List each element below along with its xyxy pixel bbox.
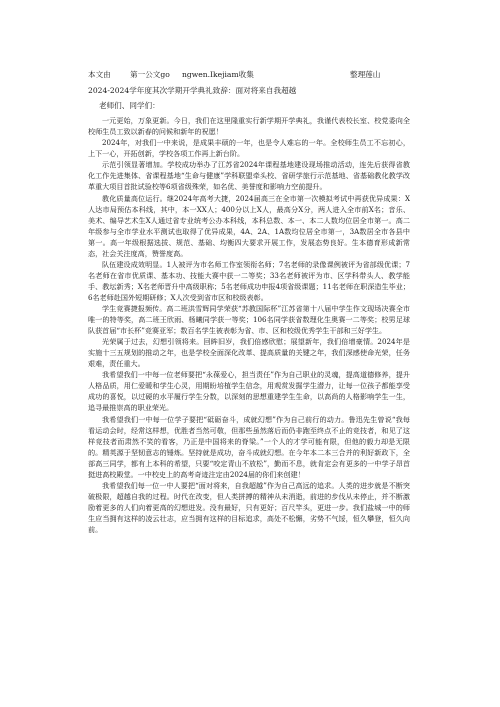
paragraph: 一元更始，万象更新。今日，我们在这里隆重实行新学期开学典礼，我谨代表校长室、校党委向全校师生员工致以新春的问候和新年的祝愿！	[88, 116, 410, 136]
paragraph: 我希望我们每一位一中人要把“面对将来，自我超越”作为自己高远的追求。人类的进步就是不断突破极限，超越自我的过程。时代在改变，但人类拼搏的精神从未消逝，前进的步伐从未停止，并不断激励着更多的人们向着更高的幻想进发。没有最好，只有更好；百尺竿头，更进一步。我们盐城一中的师生应当拥有这样的凌云壮志，应当拥有这样的目标追求，高处不松懈，劣势不气馁，恒久攀登，恒久向前。	[88, 480, 410, 534]
paragraph: 学生竞赛捷报频传。高二班洪雪辉同学荣获“苏教国际杯”江苏省第十八届中学生作文现场决赛全市唯一的特等奖，高二班王欣雨、杨曦同学获一等奖；106名同学获省数理化生奥赛一二等奖；校男足球队获首届“市长杯”竞赛亚军；数百名学生被表彰为省、市、区和校级优秀学生干部和三好学生。	[88, 303, 410, 335]
salutation: 老师们、同学们：	[99, 101, 160, 110]
paragraph: 我希望我们一中每一位学子要把“砥砺奋斗，成就幻想”作为自己前行的动力。鲁迅先生曾说“我每看运动会时，经常这样想，优胜者当然可敬，但那些虽然落后而仍非跑至终点不止的竞技者，和见了这样竞技者而肃然不笑的看客，乃正是中国将来的脊梁。”一个人的才学可能有限，但他的毅力却是无限的。精英源于坚韧意志的锤炼。坚持就是成功，奋斗成就幻想。在今年本二本三合并的利好新政下，全部高三同学，都有上本科的希望，只要“咬定青山不放松”，勤而不息，就肯定会有更多的一中学子昂首挺进高校殿堂。一中校史上的高考奇迹注定由2024届的你们来创建！	[88, 414, 410, 479]
paragraph: 示范引领显著增加。学校成功举办了江苏省2024年课程基地建设现场推动活动，连先后获得省教化工作先进集体、省课程基地“生命与健康”学科联盟牵头校、省研学旅行示范基地、省基础教化教学改革重大项目首批试验校等6项省级殊荣，如名优、美誉度和影响力空前提升。	[88, 160, 410, 192]
source-header	[88, 70, 418, 80]
document-title: 2024-2024学年度其次学期开学典礼致辞：面对将来自我超越	[88, 86, 297, 95]
paragraph: 队伍建设成效明显。1人被评为市名师工作室领衔名师；7名老师的录像课例被评为省部级优课；7名老师在省市优质课、基本功、技能大赛中获一二等奖；33名老师被评为市、区学科带头人、教学能手、教坛新秀；X名老师晋升中高级职称；5名老师成功申报4项省级课题；11名老师在职深造生毕业；6名老师赴国外短期研修；X人次受到省市区和校级表彰。	[88, 259, 410, 302]
document-body	[88, 115, 410, 535]
paragraph: 光荣属于过去，幻想引领将来。回眸旧岁，我们倍感欣慰；展望新年，我们倍增豪情。2024年是实施十三五规划的推动之年，也是学校全面深化改革、提高质量的关键之年，我们深感使命光荣，任务艰难，责任重大。	[88, 337, 410, 369]
header-col-2: 第一公文go	[130, 70, 170, 79]
header-col-3: ngwen.Ikejiam收集	[182, 70, 254, 79]
paragraph: 2024年，对我们一中来说，是成果丰硕的一年，也是令人难忘的一年。全校师生员工不忘初心，上下一心，开拓创新，学校各项工作再上新台阶。	[88, 138, 410, 159]
header-col-1: 本文由	[88, 70, 111, 79]
paragraph: 教化质量高位运行。继2024年高考大捷，2024届高三在全市第一次模拟考试中再获优异成果：X人达市局预估本科线，其中，本一XX人；400分以上X人，最高分X分，两人进入全市前X名；音乐、美术、编导艺术生X人通过省专业统考公办本科线，本科总数、本一、本二人数均位居全市第一。高二年级参与全市学业水平测试也取得了优异成果，4A、2A、1A数均位居全市第一，3A数居全市各县中第一。高一年级根据选拔、规范、基础、均衡四大要求开展工作，发展态势良好。生本德育形成新常态，社会关注度高，赞誉度高。	[88, 193, 410, 258]
header-col-4: 整理莲山	[350, 70, 381, 79]
paragraph: 我希望我们一中每一位老师要把“永葆爱心，担当责任”作为自己职业的灵魂，提高道德修养，提升人格品质，用仁爱暖和学生心灵，用期盼培植学生信念，用观赏发掘学生潜力，让每一位孩子都能享受成功的喜悦，以过硬的水平履行学生分数，以深刻的思想重建学生生命，以高尚的人格影响学生一生，追寻最推崇高的职业荣光。	[88, 370, 410, 413]
